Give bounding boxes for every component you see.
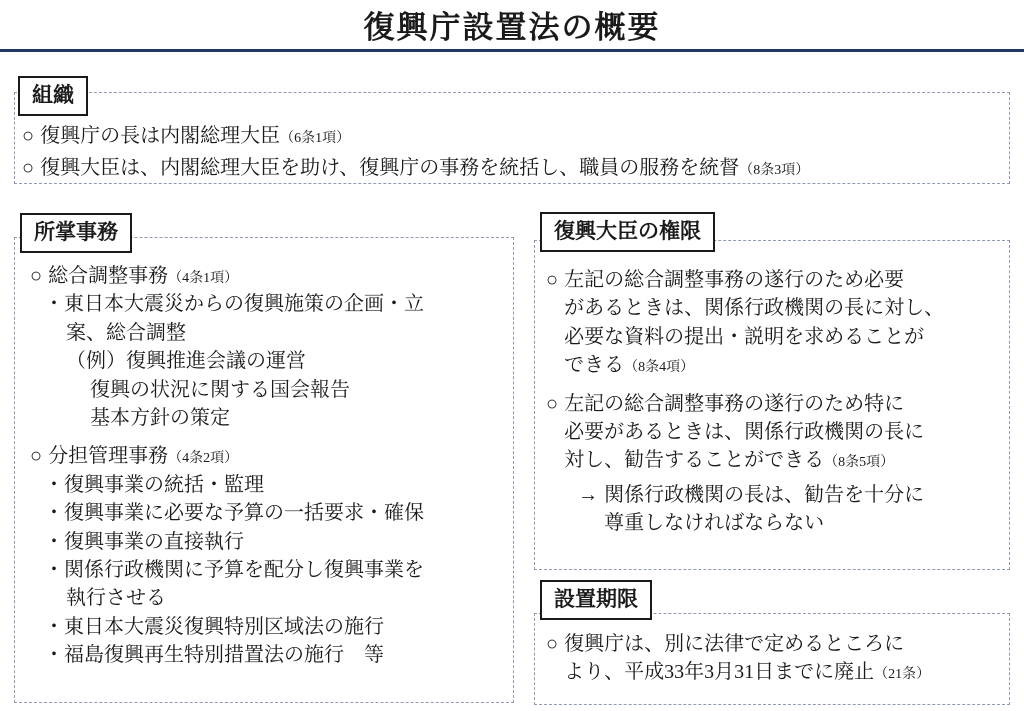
list-item-text <box>564 390 1004 538</box>
duties-line-text: 基本方針の策定 <box>90 406 230 429</box>
authority-line <box>564 446 1004 474</box>
section-duties-label: 所掌事務 <box>20 213 132 253</box>
authority-sub-line: 関係行政機関の長は、勧告を十分に <box>604 483 925 506</box>
authority-line: 左記の総合調整事務の遂行のため特に <box>564 392 905 415</box>
list-item-text <box>40 154 1002 182</box>
duties-group-heading-text <box>48 262 502 290</box>
duties-line-text: 復興事業の直接執行 <box>64 530 244 553</box>
duties-line-text: 復興事業の統括・監理 <box>64 473 264 496</box>
section-organization-label: 組織 <box>18 76 88 116</box>
bullet-dot-icon: ・ <box>44 644 64 667</box>
article-reference: （8条4項） <box>624 360 695 376</box>
authority-line-text: できる <box>564 354 625 377</box>
page-title-bar <box>0 0 1024 52</box>
duties-line <box>44 613 502 641</box>
list-item-text <box>564 266 1004 380</box>
section-authority-label: 復興大臣の権限 <box>540 212 715 252</box>
section-duties-content <box>30 262 502 669</box>
duties-line <box>44 556 502 584</box>
duties-line <box>44 528 502 556</box>
term-line <box>564 658 1004 686</box>
list-item-text <box>564 630 1004 687</box>
bullet-dot-icon: ・ <box>44 473 64 496</box>
duties-line <box>66 319 502 347</box>
duties-line-text: 案、総合調整 <box>66 321 186 344</box>
duties-group-heading <box>30 262 502 290</box>
bullet-dot-icon: ・ <box>44 293 64 316</box>
section-term-content <box>546 630 1004 687</box>
list-item <box>22 122 1002 150</box>
bullet-circle-icon: ○ <box>546 633 559 655</box>
list-item <box>546 390 1004 538</box>
list-item <box>22 154 1002 182</box>
list-item <box>546 266 1004 380</box>
authority-line-text: 対し、勧告することができる <box>564 449 825 472</box>
authority-line: 必要があるときは、関係行政機関の長に <box>564 420 925 443</box>
section-term-label: 設置期限 <box>540 580 652 620</box>
duties-line-text: 福島復興再生特別措置法の施行 等 <box>64 644 384 667</box>
duties-line <box>90 404 502 432</box>
article-reference: （8条5項） <box>824 455 895 471</box>
bullet-dot-icon: ・ <box>44 502 64 525</box>
arrow-right-icon: → <box>578 483 599 506</box>
duties-group-title: 分担管理事務 <box>48 445 169 468</box>
article-reference: （6条1項） <box>280 131 351 146</box>
authority-line: があるときは、関係行政機関の長に対し、 <box>564 297 945 320</box>
duties-group-heading <box>30 442 502 470</box>
authority-sub-line: 尊重しなければならない <box>604 512 825 535</box>
duties-line-text: 執行させる <box>66 587 166 610</box>
authority-sub-text <box>604 481 1004 538</box>
article-reference: （8条3項） <box>739 163 810 179</box>
authority-sub-item <box>578 481 1004 538</box>
article-reference: （4条2項） <box>168 451 239 467</box>
article-reference: （4条1項） <box>168 271 239 286</box>
duties-group-heading-text <box>48 442 502 470</box>
duties-group-title: 総合調整事務 <box>48 265 169 287</box>
duties-line <box>66 584 502 612</box>
bullet-dot-icon: ・ <box>44 615 64 638</box>
term-line-text: より、平成33年3月31日までに廃止 <box>564 661 875 684</box>
page-title: 復興庁設置法の概要 <box>363 10 661 45</box>
list-item-label: 復興庁の長は内閣総理大臣 <box>40 125 281 147</box>
duties-line <box>44 641 502 669</box>
authority-line: 必要な資料の提出・説明を求めることが <box>564 325 925 348</box>
duties-line <box>44 499 502 527</box>
duties-line <box>44 471 502 499</box>
list-item-text <box>40 122 1002 150</box>
bullet-dot-icon: ・ <box>44 530 64 553</box>
authority-line <box>564 351 1004 379</box>
bullet-circle-icon: ○ <box>22 157 35 180</box>
duties-line <box>66 347 502 375</box>
article-reference: （21条） <box>874 667 931 683</box>
term-line: 復興庁は、別に法律で定めるところに <box>564 633 905 655</box>
section-organization-content <box>22 122 1002 183</box>
duties-line-text: 東日本大震災復興特別区域法の施行 <box>64 615 384 638</box>
authority-line: 左記の総合調整事務の遂行のため必要 <box>564 269 905 291</box>
duties-line-text: 復興事業に必要な予算の一括要求・確保 <box>64 502 424 525</box>
duties-line <box>44 290 502 318</box>
bullet-circle-icon: ○ <box>22 125 35 147</box>
duties-line-text: 関係行政機関に予算を配分し復興事業を <box>64 558 424 581</box>
bullet-circle-icon: ○ <box>30 445 43 468</box>
duties-line-text: （例）復興推進会議の運営 <box>66 350 306 373</box>
section-authority-content <box>546 266 1004 538</box>
duties-line-text: 復興の状況に関する国会報告 <box>90 378 350 401</box>
duties-line <box>90 376 502 404</box>
list-item-label: 復興大臣は、内閣総理大臣を助け、復興庁の事務を統括し、職員の服務を統督 <box>40 157 740 180</box>
bullet-circle-icon: ○ <box>546 269 559 291</box>
bullet-dot-icon: ・ <box>44 558 64 581</box>
duties-line-text: 東日本大震災からの復興施策の企画・立 <box>64 293 424 316</box>
bullet-circle-icon: ○ <box>546 392 559 415</box>
list-item <box>546 630 1004 687</box>
bullet-circle-icon: ○ <box>30 265 43 287</box>
